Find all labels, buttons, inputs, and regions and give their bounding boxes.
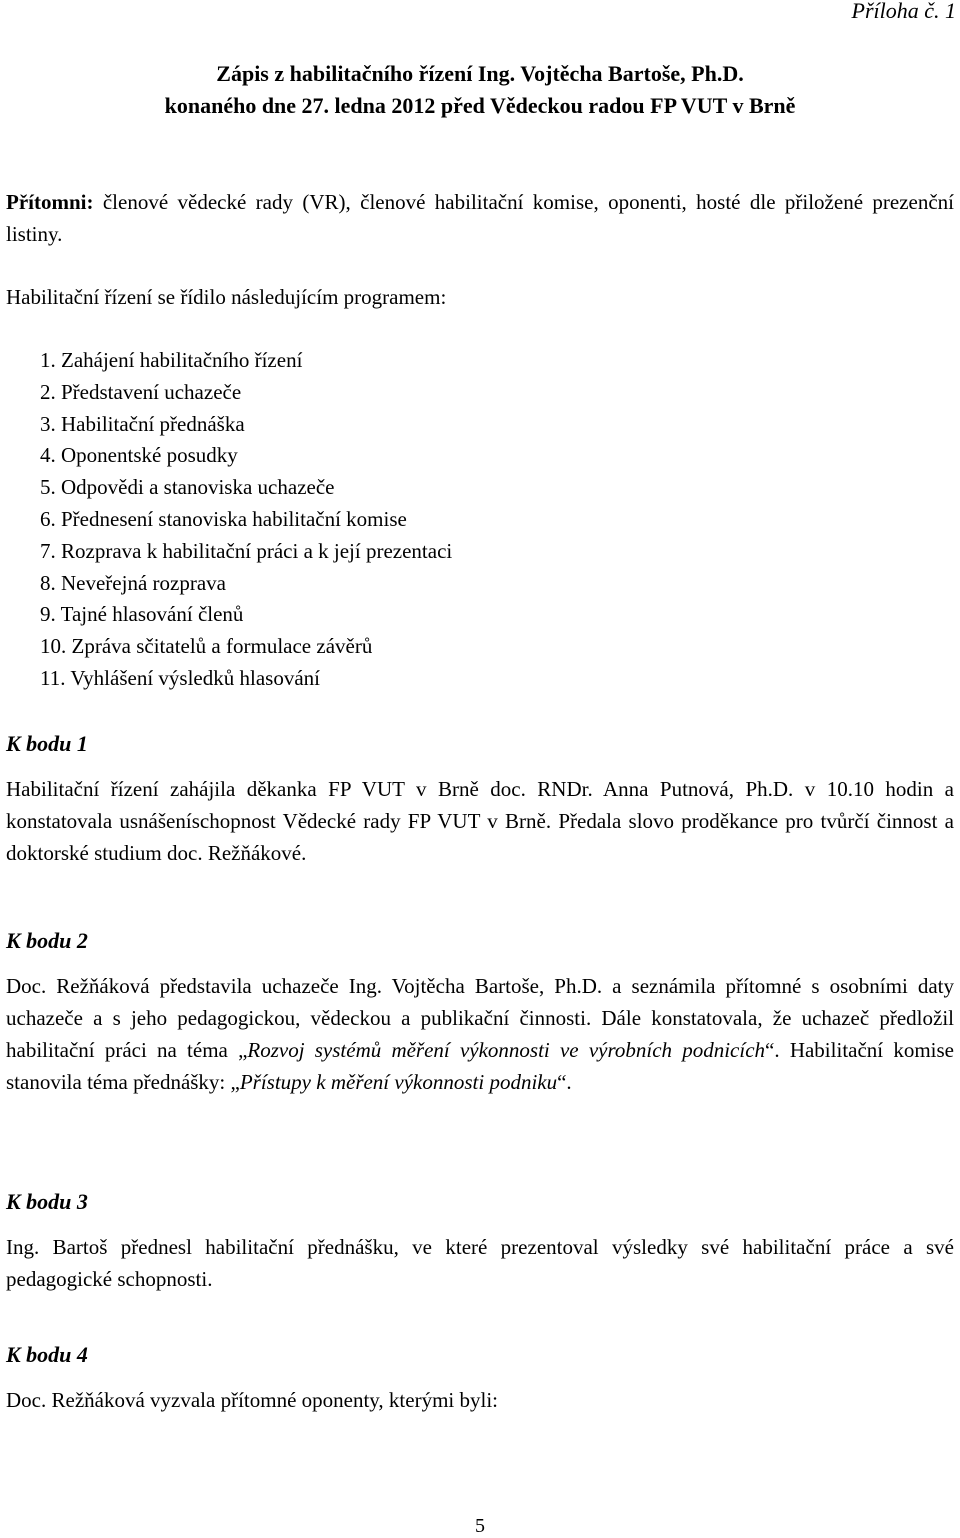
section-4-heading: K bodu 4 <box>6 1342 88 1367</box>
section-2-text-part: “. Habilitační komise stanovila téma přednášky: „ <box>6 1038 954 1094</box>
annex-label: Příloha č. 1 <box>851 0 956 23</box>
program-item: 1. Zahájení habilitačního řízení <box>40 348 303 372</box>
attendance-label: Přítomni: <box>6 190 94 214</box>
section-2-text <box>6 970 954 1098</box>
title-line-1: Zápis z habilitačního řízení Ing. Vojtěcha Bartoše, Ph.D. <box>216 61 744 86</box>
attendance-text: členové vědecké rady (VR), členové habilitační komise, oponenti, hosté dle přiložené prezenční listiny. <box>6 190 954 246</box>
attendance-paragraph <box>6 186 954 250</box>
program-item: 4. Oponentské posudky <box>40 443 238 468</box>
program-item: 8. Neveřejná rozprava <box>40 570 226 595</box>
title-line-2: konaného dne 27. ledna 2012 před Vědeckou radou FP VUT v Brně <box>164 93 796 118</box>
program-item: 10. Zpráva sčitatelů a formulace závěrů <box>40 634 373 659</box>
thesis-title: Rozvoj systémů měření výkonnosti ve výrobních podnicích <box>247 1038 766 1062</box>
section-3-text: Ing. Bartoš přednesl habilitační přednášku, ve které prezentoval výsledky své habilitační práce a své pedagogické schopnosti. <box>6 1235 954 1291</box>
document-title <box>0 58 960 122</box>
program-item: 11. Vyhlášení výsledků hlasování <box>40 665 320 690</box>
program-item: 5. Odpovědi a stanoviska uchazeče <box>40 475 335 500</box>
program-item: 3. Habilitační přednáška <box>40 411 245 436</box>
program-list <box>40 345 452 695</box>
section-1-text: Habilitační řízení zahájila děkanka FP VUT v Brně doc. RNDr. Anna Putnová, Ph.D. v 10.10 hodin a konstatovala usnášeníschopnost Vědecké rady FP VUT v Brně. Předala slovo proděkance pro tvůrčí činnost a doktorské studium doc. Režňákové. <box>6 777 954 865</box>
program-item: 6. Přednesení stanoviska habilitační komise <box>40 506 407 531</box>
section-2-heading: K bodu 2 <box>6 928 88 953</box>
program-item: 2. Představení uchazeče <box>40 379 242 404</box>
program-item: 9. Tajné hlasování členů <box>40 602 244 627</box>
section-3-heading: K bodu 3 <box>6 1189 88 1214</box>
section-1-heading: K bodu 1 <box>6 731 88 756</box>
page-number: 5 <box>475 1515 485 1537</box>
lecture-title: Přístupy k měření výkonnosti podniku <box>239 1070 558 1094</box>
program-item: 7. Rozprava k habilitační práci a k její prezentaci <box>40 538 453 563</box>
section-4-text: Doc. Režňáková vyzvala přítomné oponenty, kterými byli: <box>6 1388 499 1412</box>
section-2-text-part: “. <box>557 1070 572 1094</box>
section-2-text-part: Doc. Režňáková představila uchazeče Ing. Vojtěcha Bartoše, Ph.D. a seznámila přítomné s osobními daty uchazeče a s jeho pedagogickou, vědeckou a publikační činnosti. Dále konstatovala, že uchazeč předložil habilitační práci na téma „ <box>6 974 954 1062</box>
program-intro: Habilitační řízení se řídilo následujícím programem: <box>6 285 447 309</box>
